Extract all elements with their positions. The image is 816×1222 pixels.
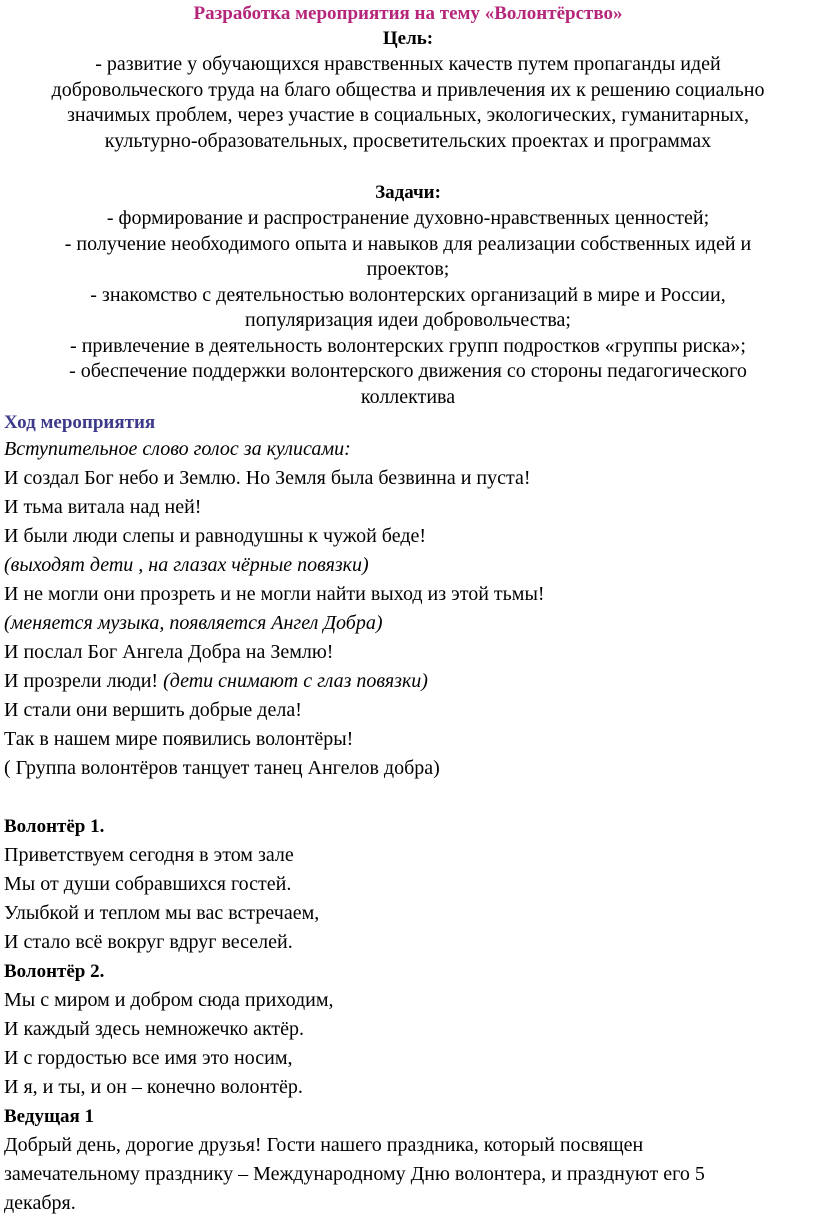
task-line: - формирование и распространение духовно-нравственных ценностей; bbox=[106, 207, 710, 229]
stage-direction: (меняется музыка, появляется Ангел Добра) bbox=[4, 612, 383, 634]
verse-line: Улыбкой и теплом мы вас встречаем, bbox=[4, 902, 320, 924]
task-line: - знакомство с деятельностью волонтерских организаций в мире и России, bbox=[90, 283, 726, 306]
verse-line: Приветствуем сегодня в этом зале bbox=[4, 844, 294, 866]
host-line: декабря. bbox=[4, 1192, 76, 1214]
course-intro: Вступительное слово голос за кулисами: bbox=[4, 438, 351, 460]
task-line: - привлечение в деятельность волонтерских групп подростков «группы риска»; bbox=[70, 334, 746, 357]
script-line: И не могли они прозреть и не могли найти выход из этой тьмы! bbox=[4, 583, 545, 605]
verse-line: Мы с миром и добром сюда приходим, bbox=[4, 989, 334, 1011]
tasks-heading: Задачи: bbox=[375, 182, 441, 203]
document-title: Разработка мероприятия на тему «Волонтёрство» bbox=[193, 3, 623, 24]
script-line: И тьма витала над ней! bbox=[4, 496, 202, 518]
host-line: замечательному празднику – Международному Дню волонтера, и празднуют его 5 bbox=[4, 1163, 705, 1185]
script-line: И были люди слепы и равнодушны к чужой беде! bbox=[4, 525, 427, 547]
verse-line: И с гордостью все имя это носим, bbox=[4, 1047, 293, 1069]
verse-line: Мы от души собравшихся гостей. bbox=[4, 873, 292, 895]
goal-text bbox=[6, 52, 810, 154]
script-line: Так в нашем мире появились волонтёры! bbox=[4, 728, 354, 750]
spacer bbox=[4, 154, 812, 180]
verse-line: И каждый здесь немножечко актёр. bbox=[4, 1018, 305, 1040]
tasks-text bbox=[6, 206, 810, 410]
task-line: - получение необходимого опыта и навыков для реализации собственных идей и bbox=[64, 232, 752, 255]
goal-line: культурно-образовательных, просветительских проектах и программах bbox=[104, 129, 712, 152]
script-line: И создал Бог небо и Землю. Но Земля была безвинна и пуста! bbox=[4, 467, 531, 489]
script-text: И прозрели люди! bbox=[4, 670, 164, 692]
task-line: - обеспечение поддержки волонтерского движения со стороны педагогического bbox=[69, 360, 747, 382]
volunteer2-heading: Волонтёр 2. bbox=[4, 961, 105, 982]
task-line: проектов; bbox=[366, 258, 450, 280]
goal-line: значимых проблем, через участие в социальных, экологических, гуманитарных, bbox=[67, 104, 749, 126]
task-line: популяризация идеи добровольчества; bbox=[245, 309, 571, 331]
course-heading: Ход мероприятия bbox=[4, 412, 156, 433]
verse-line: И стало всё вокруг вдруг веселей. bbox=[4, 931, 293, 953]
host1-heading: Ведущая 1 bbox=[4, 1106, 95, 1127]
goal-line: - развитие у обучающихся нравственных качеств путем пропаганды идей bbox=[95, 53, 721, 75]
host-line: Добрый день, дорогие друзья! Гости нашего праздника, который посвящен bbox=[4, 1134, 644, 1156]
stage-direction: (выходят дети , на глазах чёрные повязки) bbox=[4, 554, 369, 576]
script-line: И послал Бог Ангела Добра на Землю! bbox=[4, 641, 334, 663]
goal-heading: Цель: bbox=[382, 28, 434, 49]
goal-line: добровольческого труда на благо общества и привлечения их к решению социально bbox=[51, 78, 765, 101]
script-line: И стали они вершить добрые дела! bbox=[4, 699, 302, 721]
volunteer1-heading: Волонтёр 1. bbox=[4, 816, 105, 837]
task-line: коллектива bbox=[360, 385, 456, 408]
script-line-with-direction bbox=[4, 667, 812, 696]
stage-direction: (дети снимают с глаз повязки) bbox=[163, 670, 428, 692]
script-line: ( Группа волонтёров танцует танец Ангелов добра) bbox=[4, 757, 440, 779]
spacer bbox=[4, 783, 812, 812]
verse-line: И я, и ты, и он – конечно волонтёр. bbox=[4, 1076, 303, 1098]
